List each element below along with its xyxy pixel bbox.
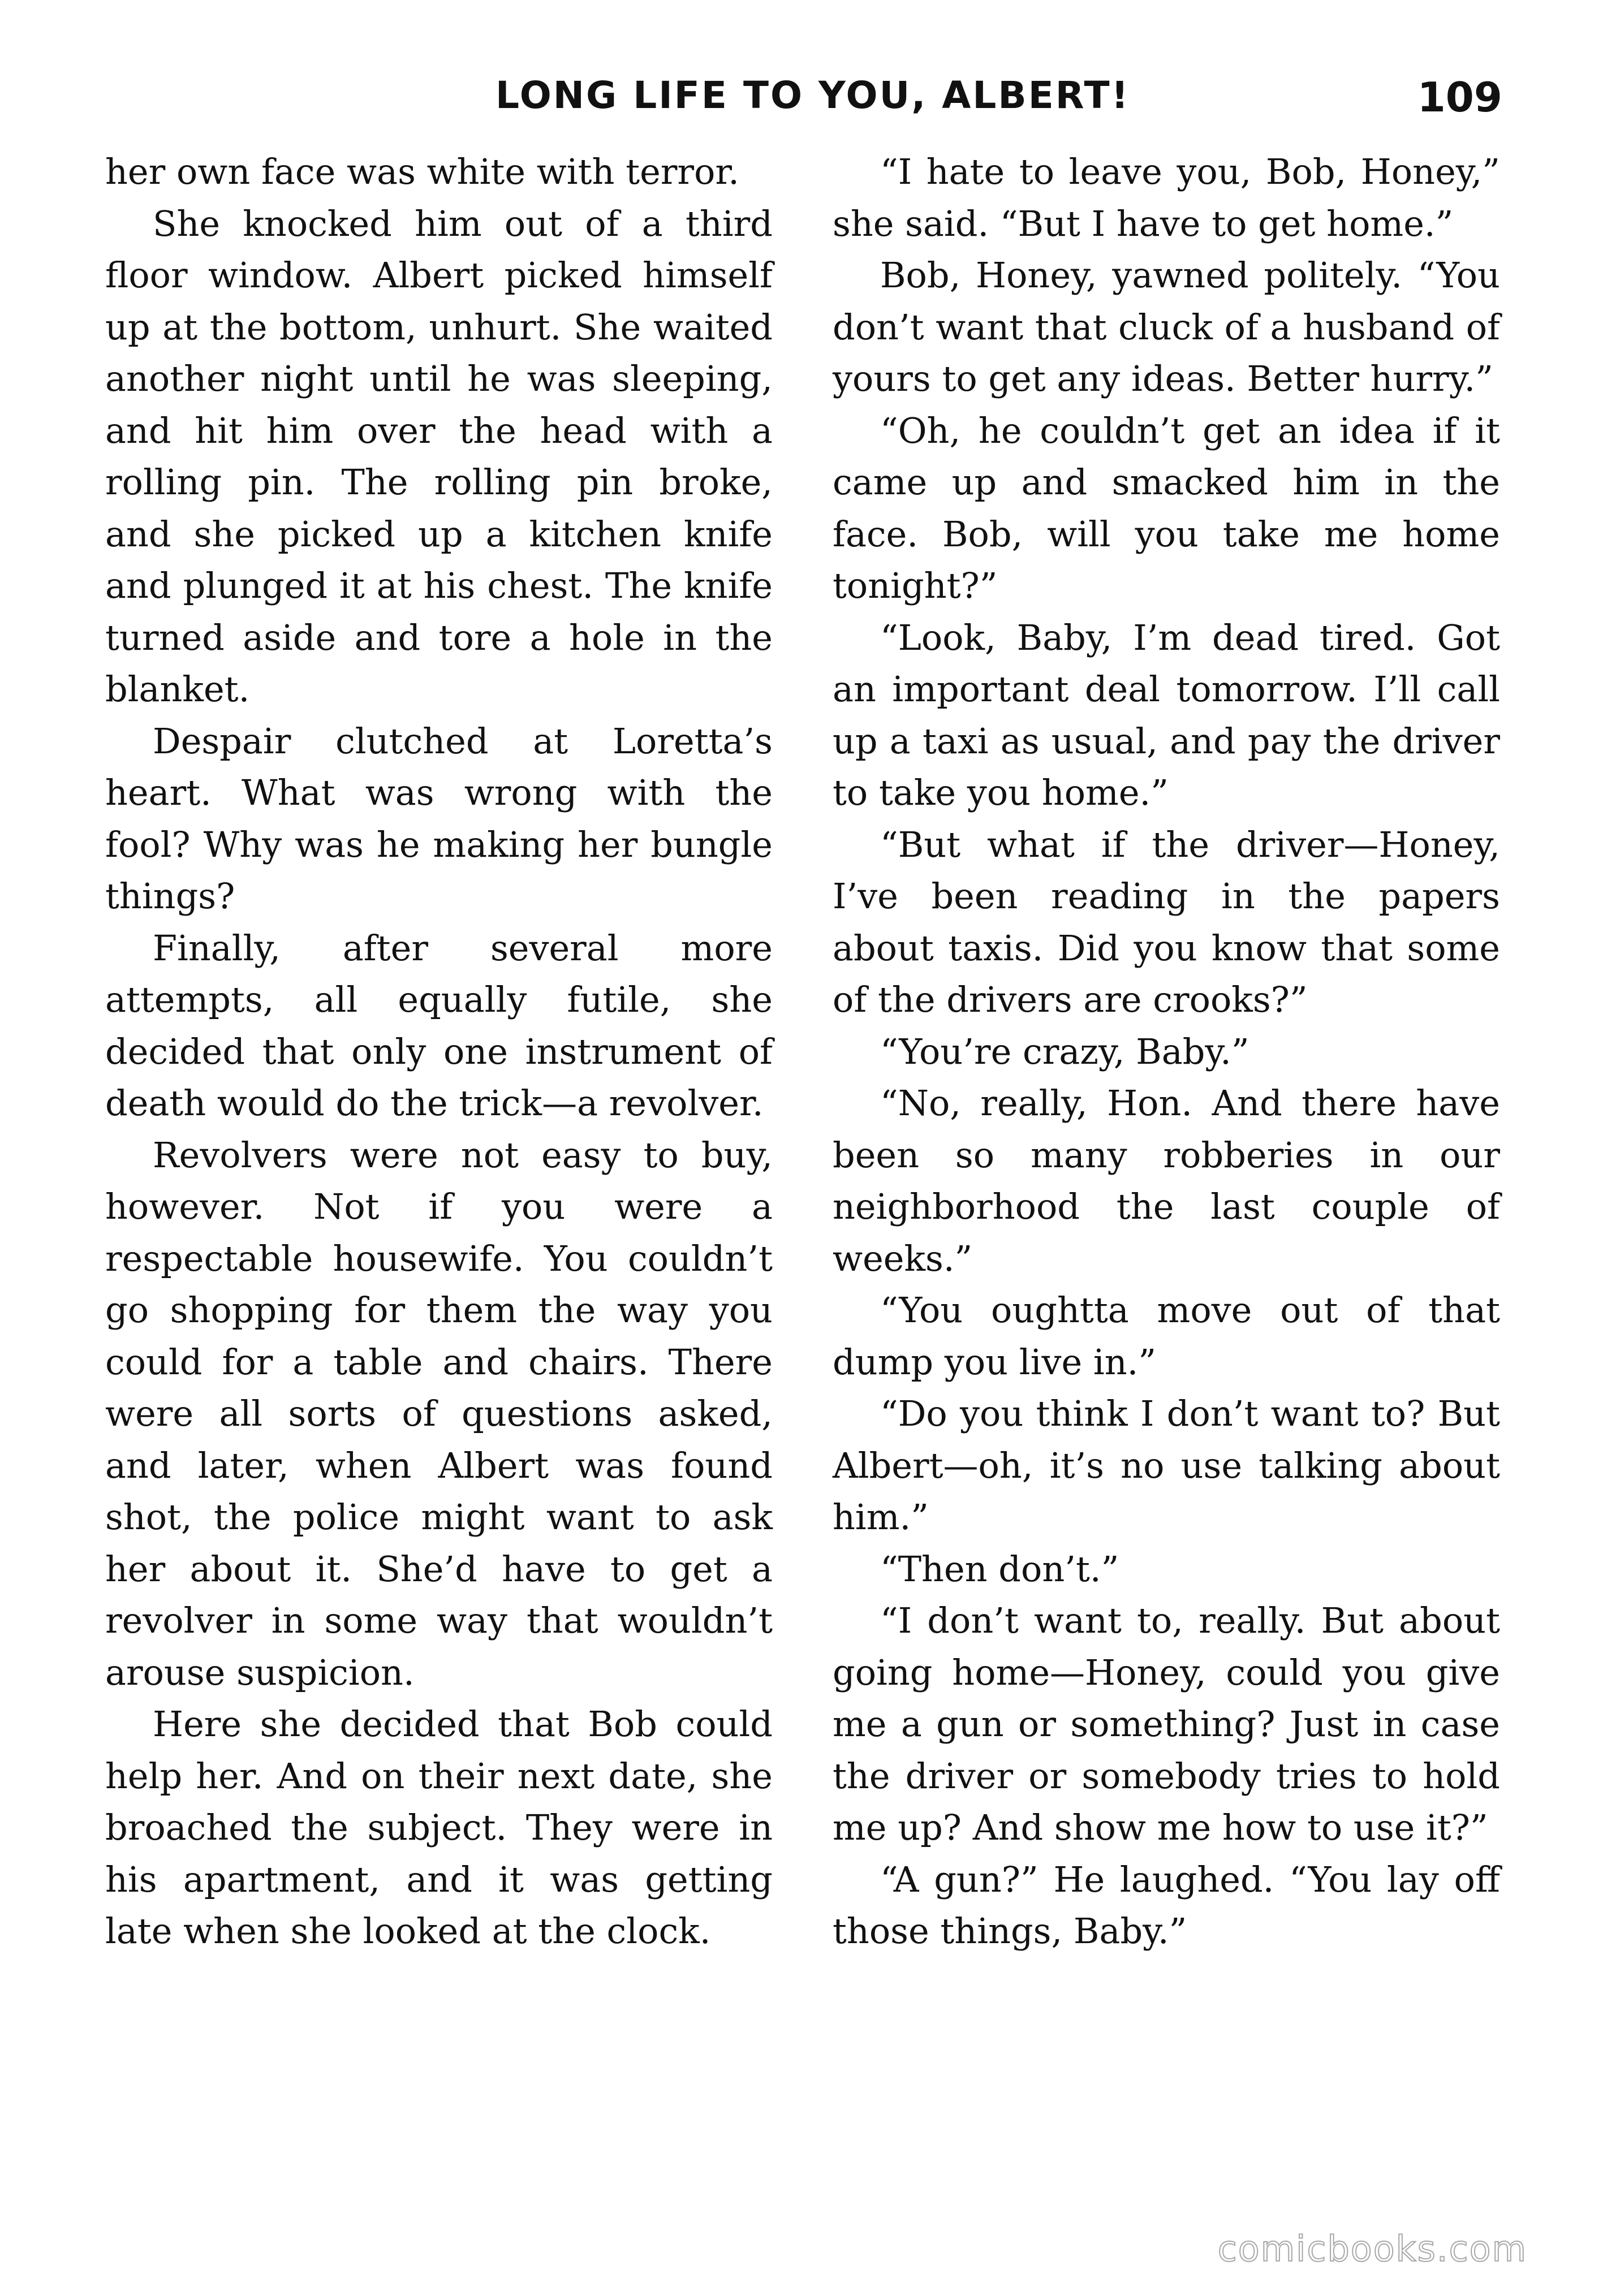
paragraph: Finally, after several more attempts, all equally futile, she decided that only one instrument of death would do the trick—a revolver. <box>105 927 773 1124</box>
paragraph: her own face was white with terror. <box>105 151 739 192</box>
paragraph: “But what if the driver—Honey, I’ve been reading in the papers about taxis. Did you know that some of the drivers are crooks?” <box>833 823 1500 1020</box>
chapter-title: LONG LIFE TO YOU, ALBERT! <box>495 74 1130 117</box>
paragraph: “Then don’t.” <box>880 1548 1119 1590</box>
paragraph: “No, really, Hon. And there have been so many robberies in our neighborhood the last couple of weeks.” <box>833 1082 1500 1279</box>
paragraph: “Do you think I don’t want to? But Albert—oh, it’s no use talking about him.” <box>833 1393 1500 1538</box>
paragraph: “I hate to leave you, Bob, Honey,” she said. “But I have to get home.” <box>833 151 1500 244</box>
paragraph: Despair clutched at Loretta’s heart. What was wrong with the fool? Why was he making her bungle things? <box>105 720 773 917</box>
paragraph: Bob, Honey, yawned politely. “You don’t want that cluck of a husband of yours to get any ideas. Better hurry.” <box>833 254 1500 399</box>
paragraph: “Oh, he couldn’t get an idea if it came up and smacked him in the face. Bob, will you take me home tonight?” <box>833 409 1500 606</box>
text-column-left <box>105 146 773 1957</box>
paragraph: “You oughtta move out of that dump you live in.” <box>833 1289 1500 1383</box>
paragraph: “A gun?” He laughed. “You lay off those things, Baby.” <box>833 1858 1500 1952</box>
paragraph: “Look, Baby, I’m dead tired. Got an important deal tomorrow. I’ll call up a taxi as usual, and pay the driver to take you home.” <box>833 616 1500 813</box>
paragraph: “You’re crazy, Baby.” <box>880 1030 1249 1072</box>
paragraph: “I don’t want to, really. But about going home—Honey, could you give me a gun or something? Just in case the driver or somebody tries to hold me up? And show me how to use it?” <box>833 1600 1500 1848</box>
running-header <box>105 74 1502 136</box>
paragraph: Here she decided that Bob could help her. And on their next date, she broached the subject. They were in his apartment, and it was getting late when she looked at the clock. <box>105 1703 773 1952</box>
paragraph: Revolvers were not easy to buy, however. Not if you were a respectable housewife. You couldn’t go shopping for them the way you could for a table and chairs. There were all sorts of questions asked, and later, when Albert was found shot, the police might want to ask her about it. She’d have to get a revolver in some way that wouldn’t arouse suspicion. <box>105 1134 773 1693</box>
paragraph: She knocked him out of a third floor window. Albert picked himself up at the bottom, unhurt. She waited another night until he was sleeping, and hit him over the head with a rolling pin. The rolling pin broke, and she picked up a kitchen knife and plunged it at his chest. The knife turned aside and tore a hole in the blanket. <box>105 202 773 710</box>
text-column-right <box>833 146 1500 1957</box>
page-number: 109 <box>1417 74 1502 121</box>
watermark: comicbooks.com <box>1217 2228 1527 2269</box>
